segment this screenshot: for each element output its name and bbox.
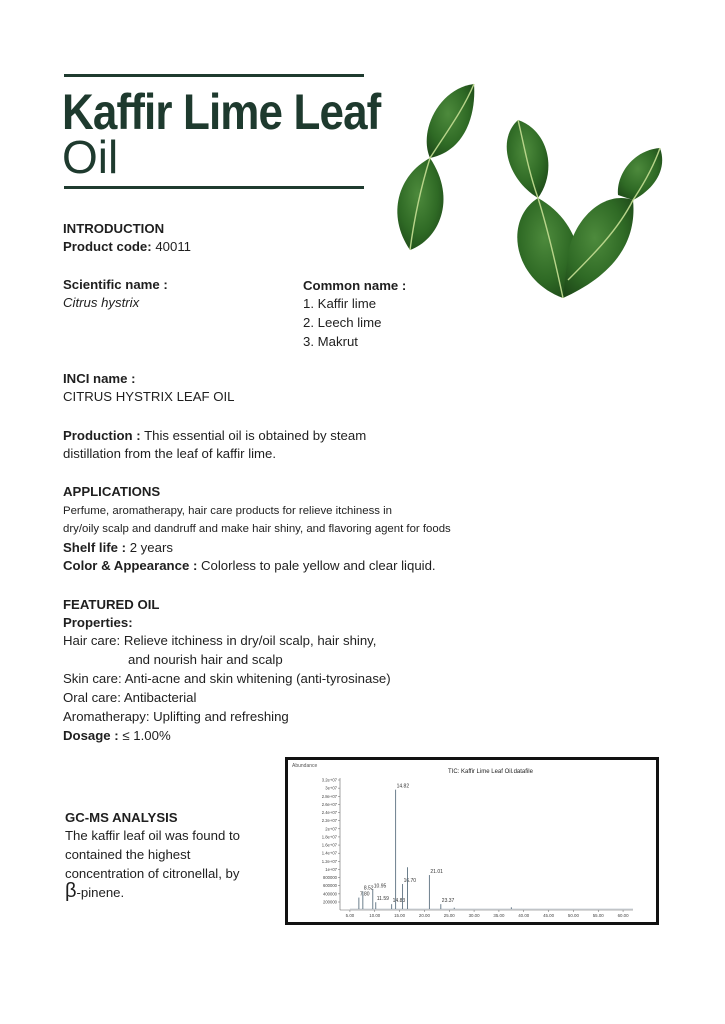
chromatogram-svg — [288, 760, 656, 922]
chart-ylabel: Abundance — [292, 763, 318, 769]
production-line-2: distillation from the leaf of kaffir lime. — [63, 446, 277, 461]
inci-label: INCI name : — [63, 371, 136, 386]
gcms-line-3: concentration of citronellal, by — [65, 866, 240, 881]
page-subtitle: Oil — [62, 131, 119, 183]
page-title: Kaffir Lime Leaf — [62, 84, 381, 140]
x-tick-label: 35.00 — [493, 913, 505, 918]
dosage-value: ≤ 1.00% — [122, 728, 171, 743]
kaffir-leaf-image — [378, 80, 678, 310]
y-tick-label: 1.4e+07 — [321, 850, 337, 856]
x-tick-label: 30.00 — [468, 913, 480, 918]
y-tick-label: 200000 — [323, 899, 337, 905]
intro-heading: INTRODUCTION — [63, 221, 165, 236]
common-name-item: 3. Makrut — [303, 334, 358, 349]
beta-symbol: β — [65, 880, 77, 902]
common-name-label: Common name : — [303, 278, 407, 293]
y-tick-label: 1e+07 — [325, 866, 337, 872]
x-tick-label: 5.00 — [345, 913, 355, 918]
y-tick-label: 2e+07 — [325, 826, 337, 832]
y-tick-label: 2.8e+07 — [321, 793, 337, 799]
x-tick-label: 50.00 — [567, 913, 579, 918]
y-tick-label: 2.4e+07 — [321, 810, 337, 816]
properties-label: Properties: — [63, 615, 133, 630]
peak-label: 23.37 — [441, 898, 455, 905]
y-tick-label: 1.8e+07 — [321, 834, 337, 840]
product-code-label: Product code: — [63, 239, 152, 254]
scientific-name-label: Scientific name : — [63, 277, 168, 292]
scientific-name-value: Citrus hystrix — [63, 295, 140, 310]
peak-label: 8.52 — [363, 885, 374, 892]
peak-label: 11.59 — [376, 896, 389, 903]
aromatherapy-line: Aromatherapy: Uplifting and refreshing — [63, 709, 289, 724]
dosage-label: Dosage : — [63, 728, 119, 743]
y-tick-label: 1.2e+07 — [321, 858, 337, 864]
gcms-line-1: The kaffir leaf oil was found to — [65, 828, 240, 843]
y-tick-label: 2.6e+07 — [321, 801, 337, 807]
production-text: This essential oil is obtained by steam — [144, 428, 367, 443]
x-tick-label: 60.00 — [617, 913, 629, 918]
y-tick-label: 2.2e+07 — [321, 818, 337, 824]
chart-title: TIC: Kaffir Lime Leaf Oil.datafile — [448, 769, 533, 775]
color-appearance-label: Color & Appearance : — [63, 558, 198, 573]
gcms-heading: GC-MS ANALYSIS — [65, 810, 178, 825]
x-tick-label: 45.00 — [543, 913, 555, 918]
y-tick-label: 600000 — [323, 883, 337, 889]
gcms-chromatogram — [285, 757, 659, 925]
production-line-1 — [63, 427, 366, 445]
inci-value: CITRUS HYSTRIX LEAF OIL — [63, 389, 235, 404]
skin-care-line: Skin care: Anti-acne and skin whitening (anti-tyrosinase) — [63, 671, 391, 686]
gcms-line-2: contained the highest — [65, 847, 191, 862]
color-appearance-line — [63, 557, 436, 575]
y-tick-label: 800000 — [323, 875, 337, 881]
x-tick-label: 25.00 — [443, 913, 455, 918]
common-name-item: 2. Leech lime — [303, 315, 382, 330]
title-rule-bottom — [64, 186, 364, 189]
color-appearance-value: Colorless to pale yellow and clear liquid. — [201, 558, 436, 573]
oral-care-line: Oral care: Antibacterial — [63, 690, 197, 705]
product-code-value: 40011 — [155, 239, 192, 254]
applications-line-2: dry/oily scalp and dandruff and make hair shiny, and flavoring agent for foods — [63, 523, 451, 535]
y-tick-label: 1.6e+07 — [321, 842, 337, 848]
featured-heading: FEATURED OIL — [63, 597, 160, 612]
gcms-line-4 — [65, 882, 124, 902]
peak-label: 14.83 — [392, 898, 406, 905]
common-name-item: 1. Kaffir lime — [303, 296, 377, 311]
applications-heading: APPLICATIONS — [63, 484, 161, 499]
hair-care-line-1: Hair care: Relieve itchiness in dry/oil scalp, hair shiny, — [63, 633, 377, 648]
hair-care-line-2: and nourish hair and scalp — [128, 652, 283, 667]
production-label: Production : — [63, 428, 141, 443]
peak-label: 14.82 — [396, 783, 410, 790]
x-tick-label: 10.00 — [369, 913, 381, 918]
peak-label: 16.70 — [403, 877, 417, 884]
y-tick-label: 3.2e+07 — [321, 777, 337, 783]
y-tick-label: 400000 — [323, 891, 337, 897]
gcms-line-4-text: -pinene. — [76, 885, 125, 900]
product-code-line — [63, 238, 191, 256]
applications-line-1: Perfume, aromatherapy, hair care products for relieve itchiness in — [63, 505, 392, 517]
peak-label: 10.95 — [373, 883, 387, 890]
x-tick-label: 55.00 — [592, 913, 604, 918]
dosage-line — [63, 727, 171, 745]
x-tick-label: 40.00 — [518, 913, 530, 918]
title-rule-top — [64, 74, 364, 77]
y-tick-label: 3e+07 — [325, 785, 337, 791]
shelf-life-label: Shelf life : — [63, 540, 127, 555]
shelf-life-value: 2 years — [129, 540, 173, 555]
peak-label: 7.80 — [359, 891, 370, 898]
x-tick-label: 15.00 — [394, 913, 406, 918]
x-tick-label: 20.00 — [418, 913, 430, 918]
peak-label: 21.01 — [430, 869, 443, 876]
shelf-life-line — [63, 539, 173, 557]
